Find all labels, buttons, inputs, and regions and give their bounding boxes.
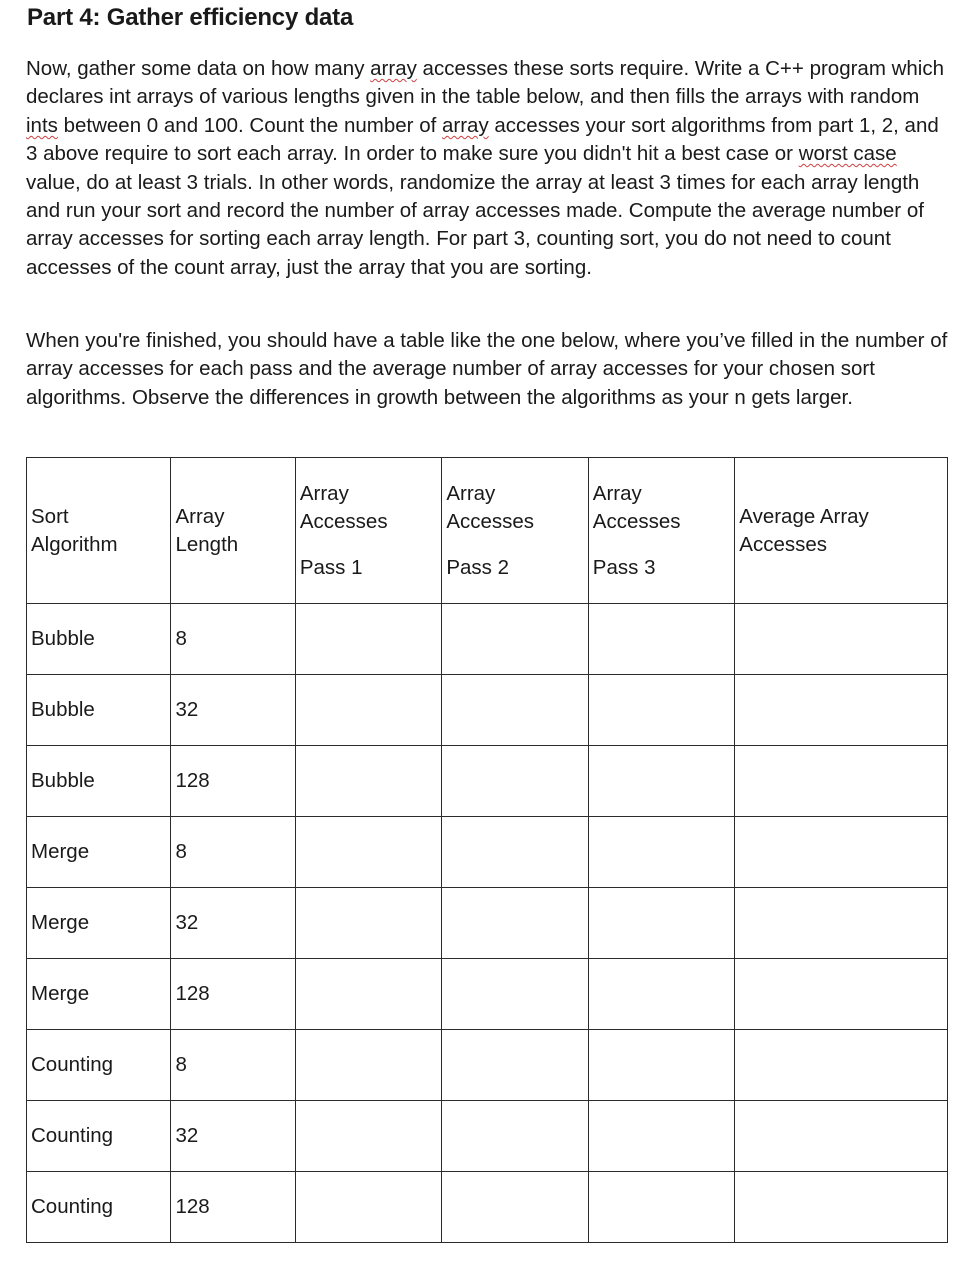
pass-2-cell [442, 604, 588, 675]
pass-1-cell [295, 888, 441, 959]
summary-paragraph: When you're finished, you should have a table like the one below, where you’ve filled in the number of array accesses for each pass and the average number of array accesses for your chosen sort algorithms. Observe the differences in growth between the algorithms as your n gets larger. [26, 329, 948, 409]
table-header-row [27, 458, 948, 604]
table-row [27, 604, 948, 675]
pass-1-cell [295, 1101, 441, 1172]
header-average-accesses [735, 458, 948, 604]
header-array-length [171, 458, 295, 604]
average-cell [735, 604, 948, 675]
header-pass-label: Pass 1 [299, 555, 363, 579]
length-cell: 8 [171, 604, 295, 675]
length-cell: 128 [171, 746, 295, 817]
average-cell [735, 817, 948, 888]
header-text: Accesses [739, 532, 827, 556]
text-run: accesses your sort algorithms from part 1, 2, and 3 above require to sort each array. In order to make sure you didn't hit a best case or [26, 113, 939, 166]
text-run: value, do at least 3 trials. In other words, randomize the array at least 3 times for each array length and run your sort and record the number of array accesses made. Compute the average number of array accesses for sorting each array length. For part 3, counting sort, you do not need to count accesses of the count array, just the array that you are sorting. [26, 170, 924, 279]
efficiency-table [26, 457, 948, 1243]
algorithm-cell: Bubble [27, 604, 171, 675]
length-cell: 8 [171, 817, 295, 888]
table-row [27, 675, 948, 746]
instructions-paragraph [26, 55, 951, 282]
text-run: between 0 and 100. Count the number of [57, 113, 442, 137]
header-text: Sort [31, 504, 69, 528]
pass-1-cell [295, 959, 441, 1030]
header-text: Array [446, 481, 496, 505]
pass-2-cell [442, 959, 588, 1030]
pass-1-cell [295, 1030, 441, 1101]
pass-3-cell [588, 1172, 734, 1243]
spellcheck-flagged-word: array [370, 57, 417, 80]
pass-1-cell [295, 746, 441, 817]
header-text: Average Array [739, 504, 869, 528]
algorithm-cell: Counting [27, 1172, 171, 1243]
pass-2-cell [442, 817, 588, 888]
header-pass-3 [588, 458, 734, 604]
section-heading: Part 4: Gather efficiency data [27, 4, 354, 31]
pass-3-cell [588, 959, 734, 1030]
header-text: Accesses [299, 509, 388, 533]
algorithm-cell: Merge [27, 888, 171, 959]
table-row [27, 817, 948, 888]
algorithm-cell: Counting [27, 1030, 171, 1101]
table-row [27, 888, 948, 959]
average-cell [735, 675, 948, 746]
algorithm-cell: Bubble [27, 675, 171, 746]
length-cell: 8 [171, 1030, 295, 1101]
spellcheck-flagged-word: ints [26, 113, 58, 137]
length-cell: 32 [171, 888, 295, 959]
table-row [27, 1030, 948, 1101]
header-text: Algorithm [31, 532, 118, 556]
header-text: Accesses [446, 509, 535, 533]
header-text: Accesses [592, 509, 681, 533]
average-cell [735, 746, 948, 817]
pass-2-cell [442, 746, 588, 817]
length-cell: 32 [171, 1101, 295, 1172]
average-cell [735, 1172, 948, 1243]
text-run: Now, gather some data on how many [26, 57, 371, 80]
average-cell [735, 959, 948, 1030]
algorithm-cell: Merge [27, 817, 171, 888]
header-text: Array [175, 504, 225, 528]
text-run: accesses these sorts require. Write a C++ program which declares int arrays of various lengths given in the table below, and then fills the arrays with random [26, 57, 945, 109]
pass-3-cell [588, 746, 734, 817]
pass-2-cell [442, 1030, 588, 1101]
header-pass-2 [442, 458, 588, 604]
spellcheck-flagged-word: worst case [798, 142, 897, 166]
average-cell [735, 1101, 948, 1172]
header-pass-1 [295, 458, 441, 604]
average-cell [735, 888, 948, 959]
pass-3-cell [588, 604, 734, 675]
length-cell: 128 [171, 959, 295, 1030]
pass-3-cell [588, 1030, 734, 1101]
length-cell: 128 [171, 1172, 295, 1243]
table-row [27, 1101, 948, 1172]
pass-1-cell [295, 817, 441, 888]
pass-3-cell [588, 675, 734, 746]
pass-2-cell [442, 1172, 588, 1243]
pass-1-cell [295, 1172, 441, 1243]
average-cell [735, 1030, 948, 1101]
table-row [27, 959, 948, 1030]
algorithm-cell: Merge [27, 959, 171, 1030]
spellcheck-flagged-word: array [441, 113, 489, 137]
table-row [27, 746, 948, 817]
pass-3-cell [588, 1101, 734, 1172]
pass-2-cell [442, 888, 588, 959]
pass-1-cell [295, 604, 441, 675]
pass-2-cell [442, 1101, 588, 1172]
length-cell: 32 [171, 675, 295, 746]
table-row [27, 1172, 948, 1243]
algorithm-cell: Bubble [27, 746, 171, 817]
pass-3-cell [588, 888, 734, 959]
header-text: Array [299, 481, 349, 505]
header-text: Array [592, 481, 642, 505]
algorithm-cell: Counting [27, 1101, 171, 1172]
pass-3-cell [588, 817, 734, 888]
pass-2-cell [442, 675, 588, 746]
header-pass-label: Pass 2 [446, 555, 509, 579]
header-pass-label: Pass 3 [592, 555, 656, 579]
pass-1-cell [295, 675, 441, 746]
header-sort-algorithm [27, 458, 171, 604]
header-text: Length [175, 532, 239, 556]
